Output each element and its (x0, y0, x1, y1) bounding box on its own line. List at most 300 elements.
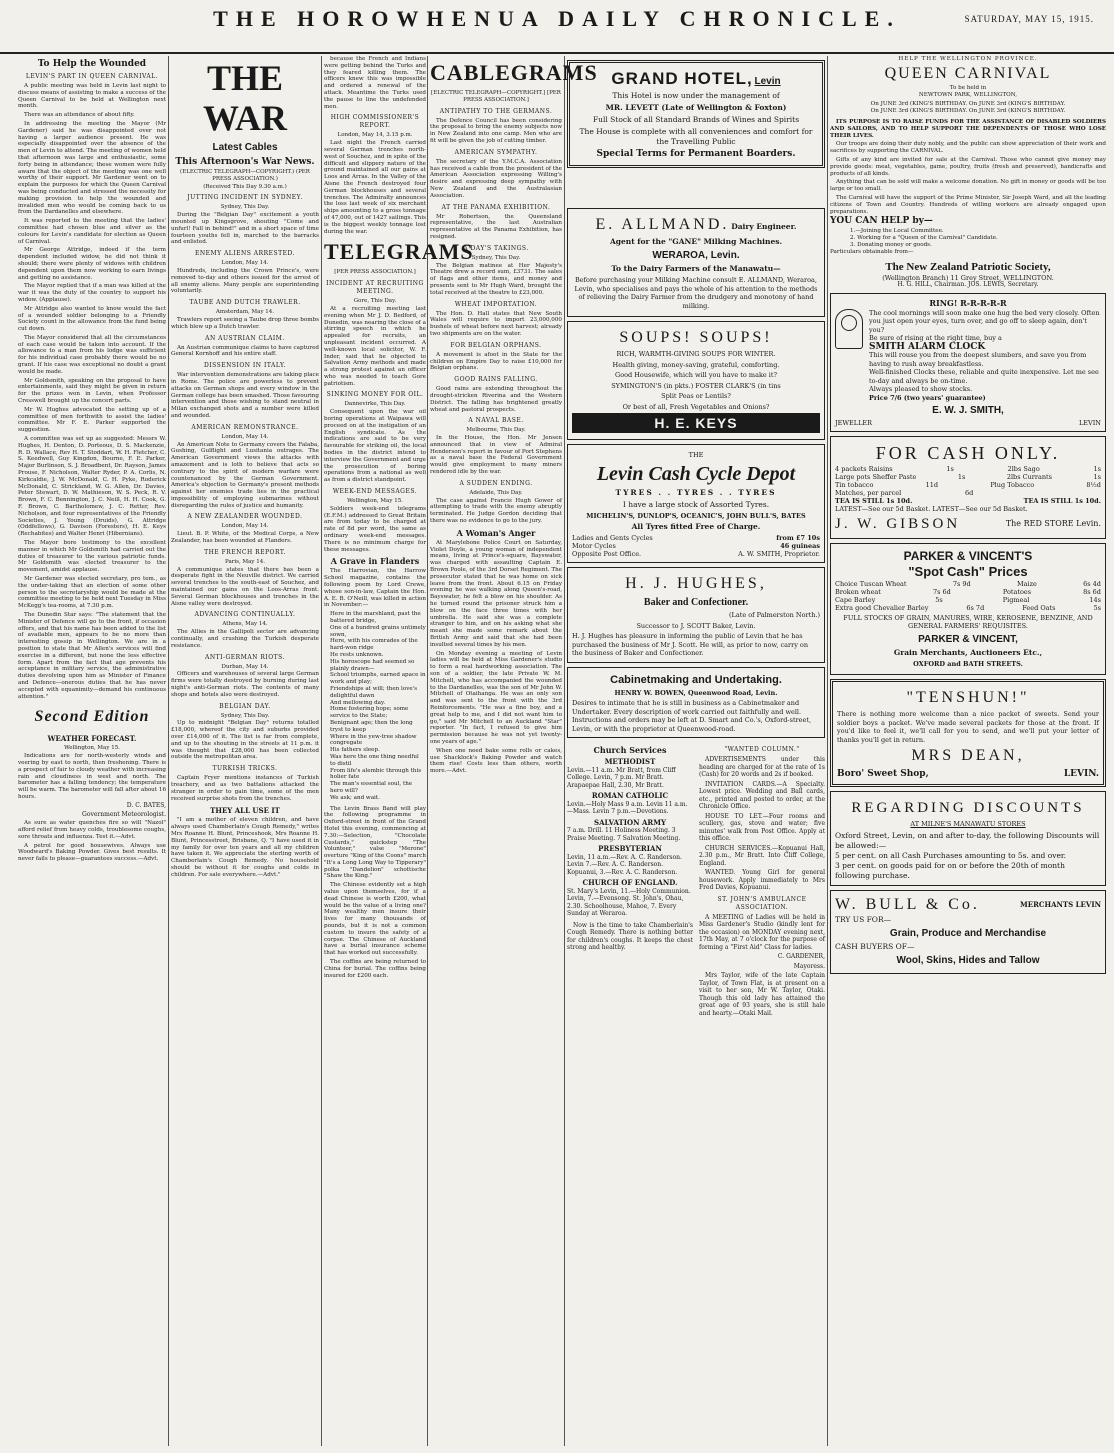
paragraph: The Mayor replied that if a man was killed at the war it was the duty of the country to support his widow. (Applause). (18, 283, 166, 303)
cable-head: AN AUSTRIAN CLAIM. (205, 334, 285, 342)
poem-line: The man's essential soul, the hero will? (330, 781, 413, 794)
cable-text: Hundreds, including the Crown Prince's, were removed to-day and others issued for the arrest of all enemy aliens. Many people are superintending voluntarily. (171, 267, 319, 295)
cablegram-text: The secretary of the Y.M.C.A. Association has received a cable from the president of the American Association expressing Willing's desire and expressing deep sympathy with New Zealand and the Australasian Association. (430, 158, 562, 199)
poem-line: Was here the one thing needful to distil (330, 753, 419, 767)
item: Broken wheat (835, 587, 881, 596)
telegram-text: At a recruiting meeting last evening when Mr J. D. Bedford, of Dunedin, was nearing the close of a stirring speech in which he appealed for recruits, an unpleasant incident occurred. A well-known local solicitor, W. F. Inder, said that he objected to Salvation Army methods and made a strong protest against an officer who was needed to teach Gore patriotism. (324, 305, 426, 387)
ad-line: AT MILNE'S MANAWATU STORES (910, 820, 1026, 829)
clock-row (835, 309, 1101, 403)
price: 6d (965, 489, 974, 498)
item: Choice Tuscan Wheat (835, 579, 907, 588)
ring-heading: RING! R-R-R-R-R (929, 297, 1007, 308)
poem-line: Here in the marshland, past the battered bridge, (330, 611, 421, 624)
cable-text: A communique states that there has been a desperate fight in the Neuville district. We carried several trenches to the south-east of Souchez, and maintained our gains on the Loos-Arras front. Several German blockhouses and trenches in the Aisne valley were destroyed. (171, 566, 319, 607)
cable-head: ADVANCING CONTINUALLY. (194, 611, 296, 619)
ad-line: Or best of all, Fresh Vegetables and Onions? (622, 402, 770, 411)
ad-line: THE (688, 451, 704, 459)
gibson-row (835, 514, 1101, 534)
ad-line: Agent for the "GANE" Milking Machines. (609, 237, 783, 246)
price: 6s 4d (1083, 579, 1101, 588)
church-times: Levin.—Holy Mass 9 a.m. Levin 11 a.m.—Mass. Levin 7 p.m.—Devotions. (567, 800, 688, 815)
cable-head: DISSENSION IN ITALY. (203, 362, 287, 370)
item: 2lbs Sago (1007, 465, 1040, 474)
cable-text: During the "Belgian Day" excitement a youth mounted up Kingsgrove, shouting "Come and unfurl! Fall in behind!" and in a short space of time fourteen youths fell in, marched to the barracks and enlisted. (171, 212, 319, 246)
price-label: Motor Cycles (572, 542, 616, 550)
telegram-text: Soldiers week-end telegrams (E.F.M.) addressed to Great Britain are from today to be charged at rate of 8d per word, the same as ordinary week-end messages. There is no minimum charge for these messages. (324, 505, 426, 553)
paragraph: Mr W. Hughes advocated the setting up of a committee of men forthwith to assist the ladies' committee. Mr F. E. Parker supported the suggestion. (18, 406, 166, 434)
ad-line: On JUNE 3rd (KING'S BIRTHDAY. On JUNE 3rd (KING'S BIRTHDAY. (870, 101, 1066, 108)
cable-item (171, 299, 319, 330)
poem-line: He rests unknown. (330, 651, 384, 658)
cycle-depot-title: Levin Cash Cycle Depot (596, 462, 796, 485)
cablegram-text: The case against Francis Hugh Gower of attempting to trade with the enemy abruptly terminated. He Judge Gordon deciding that there was no evidence to go to the jury. (430, 497, 562, 525)
chinese-text: The Chinese evidently set a high value upon themselves, for if a dead Chinese is worth £200, what would be the value of a living one? Many wealthy men insure their lives for many thousands of pounds, but it is not a common custom to insure the safety of a corpse. The Chinese of Auckland have a burial insurance scheme that has worked out successfully. (324, 882, 426, 957)
poem (324, 611, 426, 801)
masthead (0, 0, 1114, 54)
item: 4 packets Raisins (835, 465, 893, 474)
price: 1s (957, 473, 966, 482)
clock-text (869, 309, 1101, 403)
hc-text: Last night the French carried several German trenches north-west of Souchez, and in spite of the difficult and slippery nature of the ground maintained all our gains at Loos and Arras. In the Valley of the Aisne the French destroyed four German blockhouses and several trenches. The Admiralty announces the loss last week of six merchant ships amounting to a gross tonnage of 47,000, out of 1427 sailings. This is the biggest weekly tonnage lost during the war. (324, 140, 426, 235)
taylor-note: Mrs Taylor, wife of the late Captain Taylor, of Town Flat, is at present on a visit to her son, Mr W. Taylor, Otaki. Though this old lady has attained the great age of 93 years, she is still hale and hearty.—Otaki Mail. (699, 972, 825, 1017)
allmand-tag: Dairy Engineer. (731, 222, 797, 231)
ad-line: Wool, Skins, Hides and Tallow (896, 954, 1040, 966)
gibson-name: J. W. GIBSON (835, 515, 961, 532)
wanted-ad: ADVERTISEMENTS under this heading are charged for at the rate of 1s (Cash) for 20 words and 2s if booked. (699, 756, 825, 778)
item: Potatoes (1002, 587, 1032, 596)
ad-line: Full Stock of all Standard Brands of Wines and Spirits (592, 115, 800, 124)
war-news-heading: This Afternoon's War News. (175, 157, 315, 167)
ad-line: LEVIN. (1063, 769, 1099, 780)
column-rule (168, 56, 169, 1446)
bull-title: W. BULL & Co. (835, 895, 980, 913)
cable-place: Sydney, This Day. (220, 712, 270, 719)
allmand-ad (567, 208, 825, 317)
church-denomination: CHURCH OF ENGLAND. (582, 878, 678, 887)
cash-row (835, 489, 1101, 497)
item: Extra good Chevalier Barley (835, 603, 929, 612)
poem-line: We ask; and wait. (330, 794, 380, 801)
cable-head: TAUBE AND DUTCH TRAWLER. (189, 299, 301, 307)
cablegram-item (430, 204, 562, 241)
ad-line: LEVIN (1078, 419, 1101, 428)
clock-price: Price 7/6 (two years' guarantee) (869, 393, 986, 402)
ad-line: I have a large stock of Assorted Tyres. (622, 499, 770, 509)
ad-line: There is nothing more welcome than a nice packet of sweets. Send your soldier boys a packet. We've made several packets for those at the front. If you'd like to feel it, we'll call for you to send, and we'll put your letter of thanks you'll get in return. (837, 710, 1099, 744)
cablegram-item (430, 417, 562, 476)
cable-place: Amsterdam, May 14. (215, 309, 275, 316)
poem-line: And mellowing day. (330, 699, 386, 706)
cable-place: Athens, May 14. (222, 621, 268, 628)
cablegram-text: In the House, the Hon. Mr Jensen announced that in view of Admiral Henderson's report in favour of Port Stephens as a naval base the Federal Government would give employment to many miners rendered idle by the war. (430, 435, 562, 476)
ad-line: To the Dairy Farmers of the Manawatu— (611, 264, 781, 273)
telegram-text: Consequent upon the war oil boring operations at Waipawa will proceed on at the instigation of an English syndicate. As the indications are said to be very favourable for striking oil, the local bodies in the district intend to interview the Government and urge the prosecution of boring operations from a national as well as from a district standpoint. (324, 409, 426, 484)
ad-line: This Hotel is now under the management of (612, 91, 780, 100)
cablegram-item (430, 301, 562, 338)
poem-line: Home fostering hope; some service to the State; (330, 706, 409, 720)
cablegram-head: WHEAT IMPORTATION. (454, 300, 538, 308)
cable-text: Trawlers report seeing a Taube drop three bombs which blew up a Dutch trawler. (171, 316, 319, 330)
cable-text: An Austrian communique claims to have captured General Kornhoff and his entire staff. (171, 344, 319, 358)
ad-line: CASH BUYERS OF— (835, 941, 915, 951)
ad-line: OXFORD and BATH STREETS. (913, 659, 1023, 668)
cablegram-head: GOOD RAINS FALLING. (454, 376, 538, 384)
carnival-text: Gifts of any kind are invited for sale at the Carnival. Those who cannot give money may provide goods: meat, vegetables, game, poultry, fruits (fresh and preserved), handicrafts and products of all kinds. (830, 156, 1106, 177)
cable-item (171, 250, 319, 295)
paragraph: The Dunedin Star says: "The statement that the Minister of Defence will go to the front, if occasion offers, and that his name has been added to the list of available men, appears to be no more than interesting gossip in Wellington. We are in a position to state that Mr Allen's services will find exercise in a different, but none the less effective form. Apart from the fact that age prevents his acceptance in military service, the administrative duties devolving upon him as Minister of Finance and Defence—onerous duties that he has never accepted with equanimity—demand his continuous attention." (18, 611, 166, 700)
cablegram-head: AT THE PANAMA EXHIBITION. (441, 203, 551, 211)
poem-heading: A Grave in Flanders (330, 556, 420, 567)
ad-line: Be sure of rising at the right time, buy a (869, 334, 1002, 343)
ad-line: Successor to J. SCOTT Baker, Levin. (636, 621, 756, 630)
cablegram-item (430, 480, 562, 525)
price: 5s (935, 595, 943, 604)
ad-line: SYMINGTON'S (in pkts.) FOSTER CLARK'S (in tins (611, 381, 781, 390)
cash-row (835, 481, 1101, 489)
cablegram-text: A movement is afoot in the State for the children on Empire Day to raise £10,000 for Belgian orphans. (430, 351, 562, 372)
society-officers: H. G. HILL, Chairman. JOS. LEWIS, Secretary. (897, 281, 1039, 289)
tenshun-title: "TENSHUN!" (906, 689, 1030, 707)
soups-ad (567, 321, 825, 440)
society-name: The New Zealand Patriotic Society, (885, 261, 1051, 274)
allmand-title-row (572, 215, 820, 235)
price: 14s (1089, 595, 1101, 604)
cablegram-item (430, 245, 562, 297)
article-title: To Help the Wounded (37, 59, 147, 69)
ad-line: Special Terms for Permanent Boarders. (596, 149, 796, 159)
cable-item (171, 703, 319, 762)
ad-line: Split Peas or Lentils? (661, 392, 731, 400)
parker-vincent-ad (830, 543, 1106, 676)
ad-line: Boro' Sweet Shop, (837, 769, 929, 780)
ad-line: Before purchasing your Milking Machine consult E. ALLMAND, Weraroa, Levin, who specialises and pays the whole of his attention to the methods of relieving the Dairy Farmer from the drudgery and monotony of hand milking. (574, 276, 818, 310)
paragraph: Mr Goldsmith, speaking on the proposal to have entertainments, said they might be given in return for the prizes won in Levin, when Professor Cresswell brought up the concert parts. (18, 377, 166, 405)
bull-tag: MERCHANTS LEVIN (1020, 899, 1101, 909)
paragraph: The Mayor bore testimony to the excellent manner in which Mr Goldsmith had carried out the duties of treasurer to the various patriotic funds. Mr Goldsmith was elected treasurer to the movement, amidst applause. (18, 540, 166, 574)
anger-heading: A Woman's Anger (456, 527, 536, 538)
ad-line: Grain, Produce and Merchandise (889, 927, 1047, 939)
ad-line: To be held in (949, 84, 987, 91)
wanted-ad: INVITATION CARDS.—A Specialty. Lowest price. Wedding and Ball cards, etc., printed and posted to order, at the Chronicle Office. (699, 780, 825, 810)
hc-place: London, May 14, 3.15 p.m. (337, 132, 413, 139)
cable-item (171, 765, 319, 802)
church-times: Levin.—11 a.m. Mr Bratt, from Cliff College. Levin, 7 p.m. Mr Bratt. Arapaepae Hall, 2.30, Mr Bratt. (567, 766, 676, 789)
cablegram-item (430, 376, 562, 413)
ad-line: Desires to intimate that he is still in business as a Cabinetmaker and Undertaker. Every description of work carried out faithfully and well. Instructions and orders may be left at D. Smart and Co.'s, Oxford-street, Levin, or with the proprietor at Queenwood-road. (572, 699, 812, 733)
cable-text: Up to midnight "Belgian Day" returns totalled £18,000, whereof the city and suburbs provided over £14,000 of it. The list is far from complete, and up to the shouting in the streets at 11 p.m. it was thought that £28,000 has been collected outside the metropolitan area. (171, 720, 319, 761)
price-label: Ladies and Gents Cycles (572, 534, 653, 542)
cable-item (171, 194, 319, 246)
cablegram-head: FOR BELGIAN ORPHANS. (450, 341, 542, 349)
telegram-item (324, 391, 426, 484)
telegram-head: INCIDENT AT RECRUITING MEETING. (326, 280, 424, 296)
ad-line: Grain Merchants, Auctioneers Etc., (893, 647, 1043, 657)
labour-text: On Monday evening a meeting of Levin ladies will be held at Miss Gardener's studio to form a real hardworking association. The son of a soldier, the late Private W. M. Mitchell, who has accompanied the wounded to the Dardanelles, was the son of Mr John W. Mitchell of Otaihanga. He was an only son and was sent to the front with the 3rd Reinforcements. "He was a fine boy, and a great help to me, and I did not want him to go," said Mr Mitchell to an Auckland "Star" reporter. "In fact, I refused to give him permission because he was not yet twenty-one years of age." (430, 650, 562, 745)
ad-line: On JUNE 3rd (KING'S BIRTHDAY. On JUNE 3rd (KING'S BIRTHDAY. (870, 108, 1066, 115)
price-row (835, 588, 1101, 596)
cash-only-ad (830, 436, 1106, 539)
paragraph: It was reported to the meeting that the ladies' committee had chosen blue and silver as the colours for Levin's candidate for election as Queen of Carnival. (18, 218, 166, 245)
column-6 (830, 56, 1106, 1446)
carnival-text: Anything that can be sold will make a welcome donation. No gift in money or goods will be too large or too small. (830, 179, 1106, 193)
cycle-depot-ad (567, 444, 825, 563)
ambulance-heading: ST. JOHN'S AMBULANCE ASSOCIATION. (717, 895, 807, 911)
carnival-text: Our troops are doing their duty nobly, and the public can show appreciation of their work and sacrifices by supporting the CARNIVAL. (830, 141, 1106, 155)
price: 1s (946, 465, 954, 474)
cable-head: ENEMY ALIENS ARRESTED. (194, 250, 296, 258)
column-3 (324, 56, 474, 1446)
paragraph: There was an attendance of about fifty. (24, 112, 135, 119)
paragraph: In addressing the meeting the Mayor (Mr Gardener) said he was disappointed over not having a larger audience present. He was especially disappointed over the absence of the men of Levin to attend. The meeting of women held that afternoon was large and enthusiastic, some forty being in attendance; these women were fully aware that the object of the meeting was one well worthy of their support. Mr Gardener went on to explain the purposes for which the Queen Carnival was being conducted and stressed the necessity for making provision to help the wounded and invalided men who would be coming back to us from the Dardanelles and elsewhere. (18, 120, 166, 216)
bull-title-row (835, 895, 1101, 915)
item: Tin tobacco (835, 481, 874, 490)
newspaper-title: THE HOROWHENUA DAILY CHRONICLE. (213, 6, 901, 31)
advt-heading: THEY ALL USE IT (210, 806, 280, 816)
bowen-sub: HENRY W. BOWEN, Queenwood Road, Levin. (614, 688, 778, 697)
smith-name: E. W. J. SMITH, (932, 405, 1004, 417)
column-1 (18, 56, 166, 1446)
dean-name: MRS DEAN, (911, 747, 1025, 765)
price: 8s 6d (1083, 587, 1101, 596)
cable-head: JUTTING INCIDENT IN SYDNEY. (187, 194, 303, 202)
cable-item (171, 654, 319, 699)
grand-hotel-ad (567, 60, 825, 168)
alarm-clock-icon (835, 309, 863, 349)
basket-note: LATEST—See our 5d Basket. LATEST—See our 5d Basket. (835, 505, 1028, 514)
cable-text: The Allies in the Gallipoli sector are advancing continually, and crushing the Turkish desperate resistance. (171, 629, 319, 649)
poem-line: Friendships at will; then love's delightful dawn (330, 685, 418, 699)
weather-text: Indications are for north-westerly winds and veering by east to north, then freshening. There is a prospect of fair to cloudy weather with increasing rain and cloudiness in west and north. The barometer has a falling tendency; the temperature will be warm. The barometer will fall after about 16 hours. (18, 753, 166, 800)
poem-line: From life's alembic through this holier fate (330, 767, 422, 781)
keys-banner: H. E. KEYS (572, 413, 820, 433)
poem-line: One of a hundred grains untimely sown, (330, 624, 426, 638)
poem-line: His fathers sleep. (330, 747, 380, 754)
grand-hotel-town: Levin (754, 76, 781, 87)
cable-head: AMERICAN REMONSTRANCE. (191, 423, 299, 431)
paragraph: Mr George Attridge, indeed if the term dependent included widow, he did not think it should; there were plenty of widows with children dependent upon them now working to earn livings and getting no assistance. (18, 247, 166, 281)
cash-title: FOR CASH ONLY. (875, 443, 1061, 464)
column-rule (827, 56, 828, 1446)
cablegram-text: Mr Robertson, the Queensland representative, the last Australian representative at the Panama Exhibition, has resigned. (430, 213, 562, 240)
cablegram-place: Sydney, This Day. (471, 254, 521, 261)
ad-line: Well-finished Clocks these, reliable and quite inexpensive. Let me see to-day and always be on-time. (869, 368, 1099, 385)
lower-columns (567, 742, 825, 1019)
anger-text: At Marylebone Police Court on Saturday, Violet Doyle, a young woman of independent means, living at Prince's-square, Bayswater, was charged with assaulting Captain E. Brown Poole, of the 3rd Dorset Regiment. The prosecutor stated that he was home on sick leave from the front. About 6.15 on Friday evening he was walking along Queen's-road, Bayswater, he felt a blow on his shoulder. As he turned round the prisoner struck him a blow on the face three times with her umbrella. He said she was a complete stranger to him, and on his asking what she meant she made some remark about the British Army and said that she had been insulted several times by his men. (430, 539, 562, 648)
item: Feed Oats (1022, 603, 1056, 612)
cable-item (171, 611, 319, 649)
poem-line: Here, with his comrades of the hard-won ridge (330, 638, 418, 652)
ad-line: TRY US FOR— (835, 914, 892, 924)
wanted-column (699, 742, 825, 1019)
grand-hotel-title-row (574, 69, 818, 89)
cablegram-item (430, 108, 562, 145)
baking-advt: When one need bake some rolls or cakes, use Shacklock's Baking Powder and watch them rise! Costs less than others, worth more.—Advt. (430, 747, 562, 775)
dean-footer (837, 768, 1099, 780)
continued-text: because the French and Indians were getting behind the Turks and they feared killing them. The officers knew this was impossible and ordered a renewal of the attack. Meantime the Turks used the pause to line the undefended men. (324, 56, 426, 110)
ad-line: JEWELLER (835, 419, 873, 428)
paragraph: A public meeting was held in Levin last night to discuss means of assisting to make a success of the Queen Carnival to be held at Wellington next month. (18, 83, 166, 110)
price-row (572, 534, 820, 542)
ad-line: This will rouse you from the deepest slumbers, and save you from having to rush away breakfastless. (869, 351, 1087, 368)
cable-text: Lieut. B. P. White, of the Medical Corps, a New Zealander, has been wounded at Flanders. (171, 531, 319, 545)
tea-note: TEA IS STILL 1s 10d. (1023, 497, 1101, 506)
cable-head: BELGIAN DAY. (219, 702, 271, 710)
ad-line: NEWTOWN PARK, WELLINGTON, (918, 91, 1018, 98)
wanted-ad: HOUSE TO LET.—Four rooms and scullery, gas, stove and water; five minutes' walk from Post Office. Apply at this office. (699, 812, 825, 842)
cablegram-item (430, 342, 562, 372)
advt-note: A petrol for good housewives. Always use Woodward's Baking Powder. Gives best results. It never fails to please—guarantees success.—Advt. (18, 842, 166, 863)
ad-line: (Late of Palmerston North.) (728, 611, 820, 619)
weather-title: WEATHER FORECAST. (47, 734, 137, 744)
carnival-help: 2. Working for a "Queen of the Carnival" Candidate. (850, 234, 998, 241)
hughes-sub: Baker and Confectioner. (643, 597, 749, 608)
footer-text: The coffins are being returned to China for burial. The coffins being insured for £200 each. (324, 959, 426, 979)
price-value: from £7 10s (776, 534, 820, 542)
ambulance-signature: C. GARDENER, (777, 953, 825, 960)
paragraph: Mr Attridge also wanted to know would the fact of a wounded soldier belonging to a Friendly Society count in the allowance from the fund being cut down. (18, 305, 166, 333)
queen-carnival-ad (830, 56, 1106, 289)
item: Plug Tobacco (990, 481, 1035, 490)
parker-sub: "Spot Cash" Prices (908, 563, 1028, 579)
parker-name: PARKER & VINCENT, (918, 633, 1018, 645)
cable-place: Durban, May 14. (221, 663, 269, 670)
cablegram-item (430, 149, 562, 200)
cable-item (171, 549, 319, 608)
cablegram-head: AMERICAN SYMPATHY. (454, 148, 538, 156)
ad-line: Always pleased to show stocks. (869, 385, 973, 394)
latest-cables-heading: Latest Cables (212, 142, 278, 153)
price-row (835, 596, 1101, 604)
carnival-title: QUEEN CARNIVAL (884, 64, 1052, 82)
wanted-ad: CHURCH SERVICES.—Kopuanui Hall, 2.30 p.m., Mr Bratt. Into Cliff College, England. (699, 844, 825, 867)
bowen-ad (567, 667, 825, 739)
telegram-item (324, 280, 426, 387)
telegram-head: WEEK-END MESSAGES. (332, 488, 418, 496)
cash-row (835, 473, 1101, 481)
poem-line: His horoscope had seemed so plainly drawn— (330, 658, 415, 672)
weather-signature: D. C. BATES, (126, 801, 166, 809)
church-denomination: PRESBYTERIAN (598, 844, 662, 853)
carnival-purpose: ITS PURPOSE IS TO RAISE FUNDS FOR THE ASSISTANCE OF DISABLED SOLDIERS AND SAILORS, AND TO HELP SUPPORT THE DEPENDENTS OF THOSE WHO LOSE THEIR LIVES. (830, 118, 1106, 139)
price: 7s 6d (932, 587, 951, 596)
weather-signature-role: Government Meteorologist. (82, 810, 166, 818)
hughes-title: H. J. HUGHES, (625, 575, 767, 592)
article-subtitle: LEVIN'S PART IN QUEEN CARNIVAL. (25, 73, 159, 80)
cable-head: A NEW ZEALANDER WOUNDED. (187, 513, 303, 521)
ad-line: The cool mornings will soon make one hug the bed very closely. Often you just open your eyes, turn over, and go off to sleep again, don't you? (869, 308, 1100, 334)
item: Cape Barley (835, 595, 876, 604)
cablegram-head: A SUDDEN ENDING. (459, 479, 533, 487)
hughes-ad (567, 567, 825, 663)
poem-line: School triumphs, earned apace in work and play; (330, 672, 426, 686)
ad-line: Health giving, money-saving, grateful, comforting. (612, 360, 780, 369)
church-heading: Church Services (593, 745, 667, 755)
cable-text: Officers and warehouses of several large German firms were totally destroyed by burning during last night's anti-German riots. The contents of many shops and hotels also were destroyed. (171, 671, 319, 698)
price: 5s (1093, 603, 1101, 612)
ad-line: All Tyres fitted Free of Charge. (631, 522, 761, 531)
telegram-item (324, 488, 426, 553)
ad-line: 5 per cent. on all Cash Purchases amounting to 5s. and over. (835, 850, 1067, 860)
price: 11d (925, 481, 939, 490)
telegram-place: Wellington, May 15. (347, 498, 403, 505)
church-times: 7 a.m. Drill. 11 Holiness Meeting. 3 Praise Meeting. 7 Salvation Meeting. (567, 827, 681, 842)
price-value: A. W. SMITH, Proprietor. (738, 550, 820, 558)
paragraph: The Mayor considered that all the circumstances of each case would be taken into account. If the allowance to a man from his lodge was sufficient for his individual case probably there would be no grant. If his case was exceptional no doubt a grant would be made. (18, 334, 166, 375)
item: 2lbs Currants (1006, 473, 1052, 482)
price: 8½d (1086, 481, 1101, 490)
cablegrams-sub: [ELECTRIC TELEGRAPH—COPYRIGHT.] [PER PRESS ASSOCIATION.] (431, 90, 561, 103)
gibson-store: The RED STORE Levin. (1005, 518, 1101, 528)
carnival-text: The Carnival will have the support of the Prime Minister, Sir Joseph Ward, and all the leading citizens of Town and Country. Hundreds of willing workers are already engaged upon preparations. (830, 194, 1106, 215)
church-times: Levin, 11 a.m.—Rev. A. C. Randerson. Levin 7.—Rev. A. C. Randerson. Kopuanui, 3.—Rev. A. C. Randerson. (567, 853, 682, 876)
smith-footer (835, 419, 1101, 427)
column-rule (427, 56, 428, 1446)
cable-item (171, 335, 319, 359)
parker-title: PARKER & VINCENT'S (903, 548, 1033, 563)
cable-head: THE FRENCH REPORT. (204, 548, 286, 556)
cable-item (171, 513, 319, 544)
second-edition-heading: Second Edition (34, 708, 150, 726)
carnival-help: 3. Donating money or goods. (850, 241, 932, 248)
church-column (567, 742, 693, 1019)
cablegram-head: ANTIPATHY TO THE GERMANS. (439, 107, 553, 115)
poem-line: Benignant age; then the long tryst to keep (330, 719, 413, 733)
price: 1s (1093, 473, 1101, 482)
telegram-place: Dannevirke, This Day. (344, 401, 406, 408)
ad-line: 3 per cent. on goods paid for on or before the 20th of month following purchase. (835, 860, 1065, 880)
cablegram-head: A NAVAL BASE. (468, 417, 524, 425)
ad-line: RICH, WARMTH-GIVING SOUPS FOR WINTER. (616, 350, 776, 358)
price: 6s 7d (966, 603, 985, 612)
column-rule (321, 56, 322, 1446)
column-5 (567, 56, 825, 1446)
ad-line: Good Housewife, which will you have to make it? (615, 371, 777, 379)
carnival-help: Particulars obtainable from— (830, 248, 914, 255)
cable-place: Sydney, This Day. (220, 204, 270, 211)
cable-text: An American Note to Germany covers the Falaba, Gushing, Gulflight and Lusitania outrages. The American Government views the attacks with amazement and is loth to believe that acts so contrary to the spirit of modern warfare were countenanced by the German Government. America's objection to Germany's present methods against her enemies trade lies in the practical impossibility of employing submarines without disregarding the rules of justice and humanity. (171, 441, 319, 509)
cable-head: TURKISH TRICKS. (212, 765, 278, 773)
ad-line: The House is complete with all conveniences and comfort for the Travelling Public (579, 127, 813, 146)
article-body (18, 83, 166, 700)
weather-place: Wellington, May 15. (64, 745, 120, 752)
carnival-you: YOU CAN HELP by— (830, 216, 933, 227)
paragraph: Mr Gardener was elected secretary, pro tem., as the under-taking that an election of some other person to the secretaryship would be made at the committee meeting to be held next Tuesday in Miss McKegg's tea-rooms, at 7.30 p.m. (18, 575, 166, 610)
ambulance-text: A MEETING of Ladies will be held in Miss Gardener's Studio (kindly lent for the occasion) on MONDAY evening next, 17th May, at 7 o'clock for the purpose of forming a "First Aid" Class for ladies. (699, 913, 825, 951)
cable-place: Paris, May 14. (225, 558, 265, 565)
tea-row (835, 497, 1101, 505)
wanted-ad: WANTED. Young Girl for general housework. Apply immediately to Mrs Fred Davies, Kopuanui. (699, 869, 825, 891)
discounts-ad (830, 791, 1106, 886)
clock-name: SMITH ALARM CLOCK (869, 341, 986, 352)
bowen-title: Cabinetmaking and Undertaking. (610, 673, 782, 686)
price-value: 46 guineas (780, 542, 820, 550)
cable-place: London, May 14. (221, 523, 269, 530)
price: 1s (1093, 465, 1101, 474)
church-denomination: METHODIST (604, 757, 656, 766)
item: Pigmeal (1002, 595, 1030, 604)
tea-note: TEA IS STILL 1s 10d. (835, 497, 913, 506)
discounts-title: REGARDING DISCOUNTS (851, 800, 1085, 817)
cablegram-text: The Hon. D. Hall states that New South Wales will require to import 23,000,000 bushels of wheat before next harvest; already two shipments are on the water. (430, 310, 562, 337)
cable-text: Captain Fryer mentions instances of Turkish treachery, and as two battalions attacked the stranger in order to gain time, some of the men received surprise shots from the trenches. (171, 775, 319, 802)
hc-heading: HIGH COMMISSIONER'S REPORT. (330, 114, 420, 130)
price-row (572, 542, 820, 550)
item: Maize (1016, 579, 1037, 588)
soups-title: SOUPS! SOUPS! (619, 329, 773, 346)
price: 7s 9d (952, 579, 971, 588)
cablegram-text: The Belgian matinee at Her Majesty's Theatre drew a record sum, £3731. The sales of flags and other items, and money and presents sent to Mr Hugh Ward, brought the total received at the theatre to £23,000. (430, 262, 562, 296)
cable-text: War intervention demonstrations are taking place in Rome. The police are powerless to prevent attacks on German shops and every window in the German college has been smashed. Those favouring intervention and those wishing to stand neutral in Milan exchanged shots and a number were killed and wounded. (171, 372, 319, 419)
